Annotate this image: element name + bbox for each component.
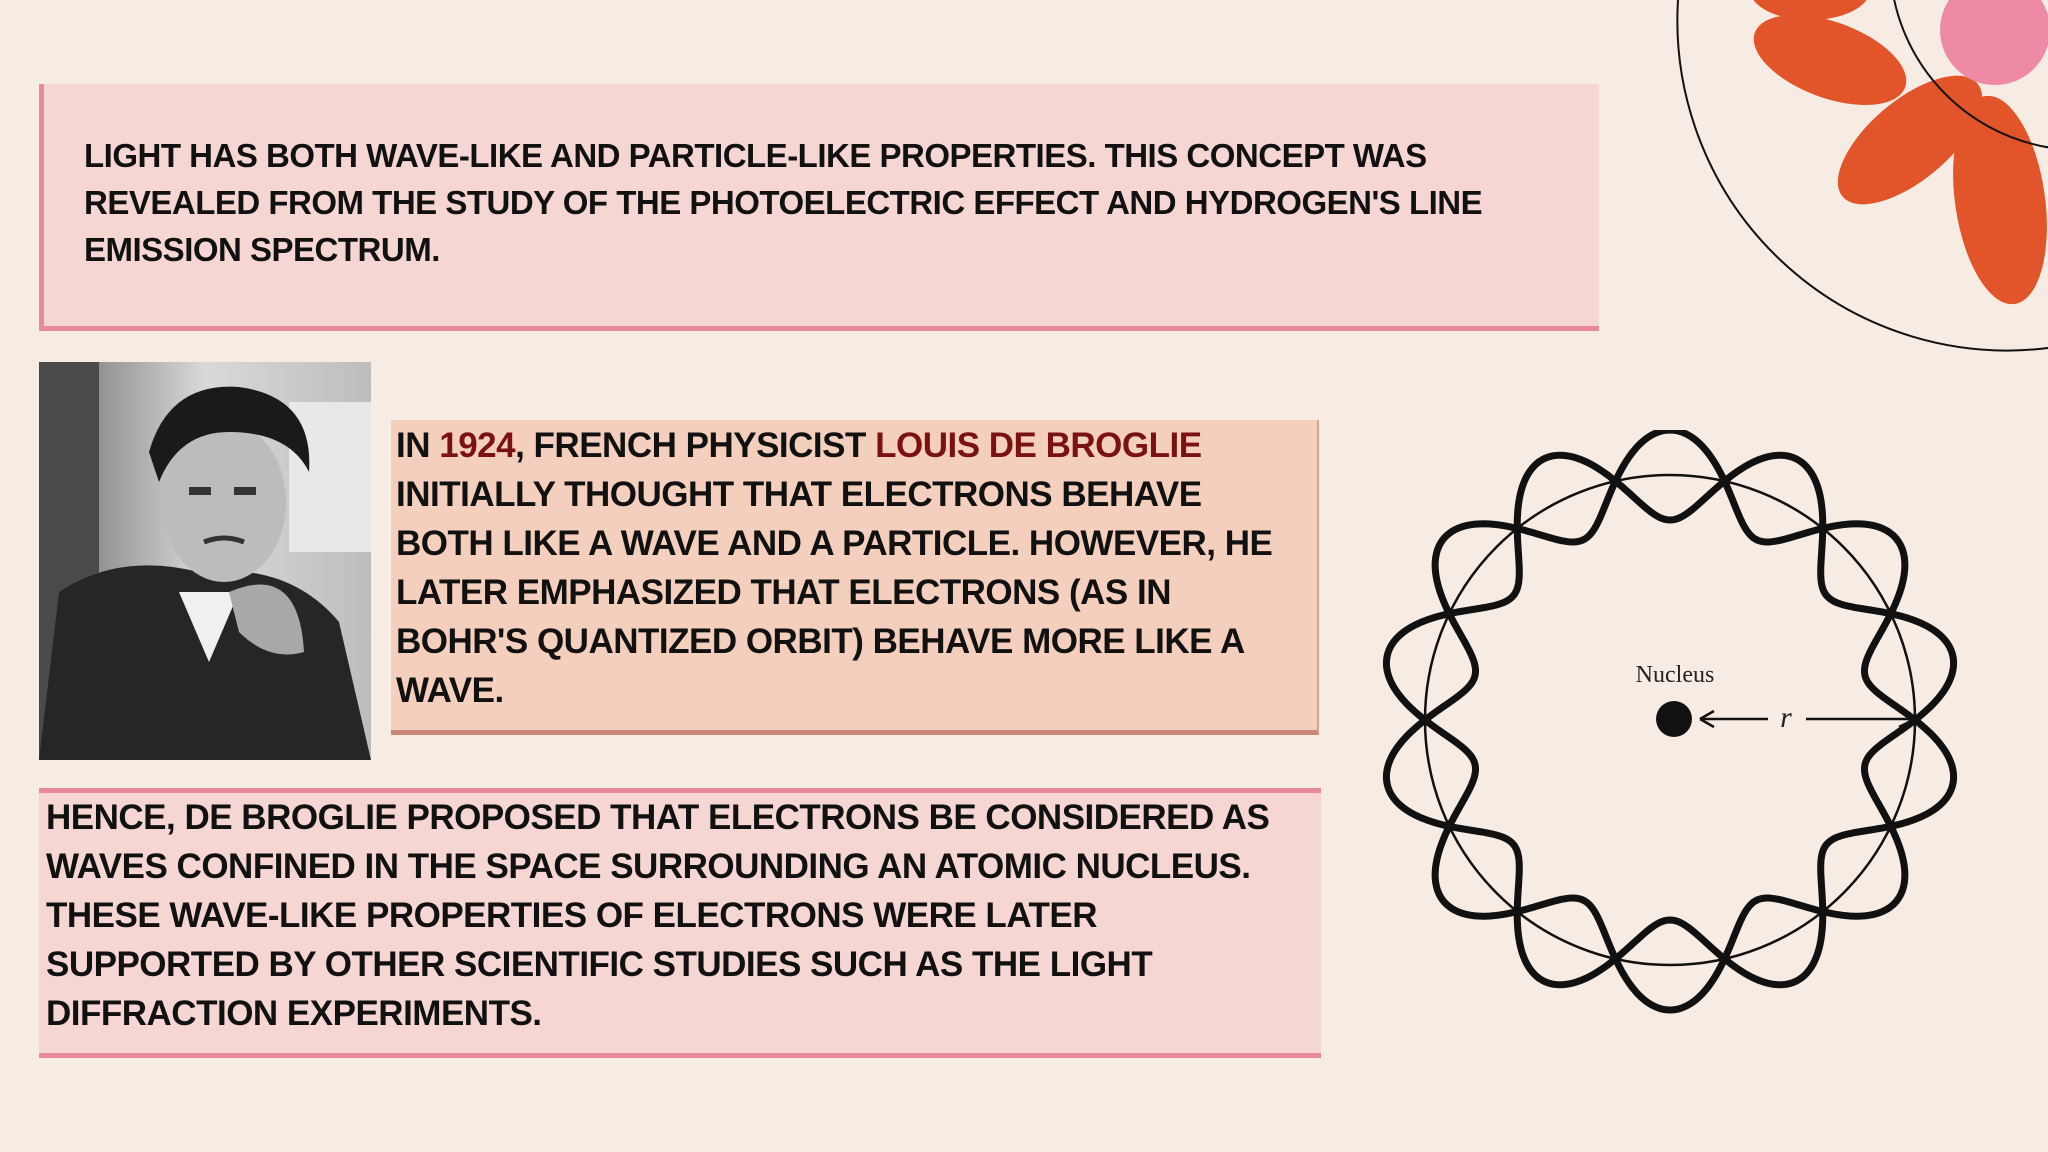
- conclusion-text: HENCE, DE BROGLIE PROPOSED THAT ELECTRONS BE CONSIDERED AS WAVES CONFINED IN THE SPACE SURROUNDING AN ATOMIC NUCLEUS. THESE WAVE-LIKE PROPERTIES OF ELECTRONS WERE LATER SUPPORTED BY OTHER SCIENTIFIC STUDIES SUCH AS THE LIGHT DIFFRACTION EXPERIMENTS.: [46, 798, 1270, 1033]
- radius-label: r: [1780, 701, 1792, 734]
- louis-de-broglie-portrait: [39, 362, 371, 760]
- nucleus-dot: [1656, 701, 1692, 737]
- de-broglie-text-box: [391, 420, 1319, 735]
- intro-text-box: [39, 84, 1599, 331]
- mid-text-part3: INITIALLY THOUGHT THAT ELECTRONS BEHAVE BOTH LIKE A WAVE AND A PARTICLE. HOWEVER, HE LATER EMPHASIZED THAT ELECTRONS (AS IN BOHR'S QUANTIZED ORBIT) BEHAVE MORE LIKE A WAVE.: [396, 475, 1273, 710]
- electron-wave-diagram: [1370, 430, 1990, 1050]
- mid-text-part1: IN: [396, 426, 440, 465]
- intro-text: LIGHT HAS BOTH WAVE-LIKE AND PARTICLE-LIKE PROPERTIES. THIS CONCEPT WAS REVEALED FROM THE STUDY OF THE PHOTOELECTRIC EFFECT AND HYDROGEN'S LINE EMISSION SPECTRUM.: [84, 137, 1483, 268]
- portrait-illustration: [39, 362, 371, 760]
- year-highlight: 1924: [439, 426, 516, 465]
- mid-text-part2: , FRENCH PHYSICIST: [515, 426, 876, 465]
- nucleus-label: Nucleus: [1635, 662, 1715, 688]
- name-highlight: LOUIS DE BROGLIE: [875, 426, 1202, 465]
- conclusion-text-box: [39, 788, 1321, 1058]
- flower-decoration: [1660, 0, 2048, 360]
- flower-center: [1940, 0, 2048, 85]
